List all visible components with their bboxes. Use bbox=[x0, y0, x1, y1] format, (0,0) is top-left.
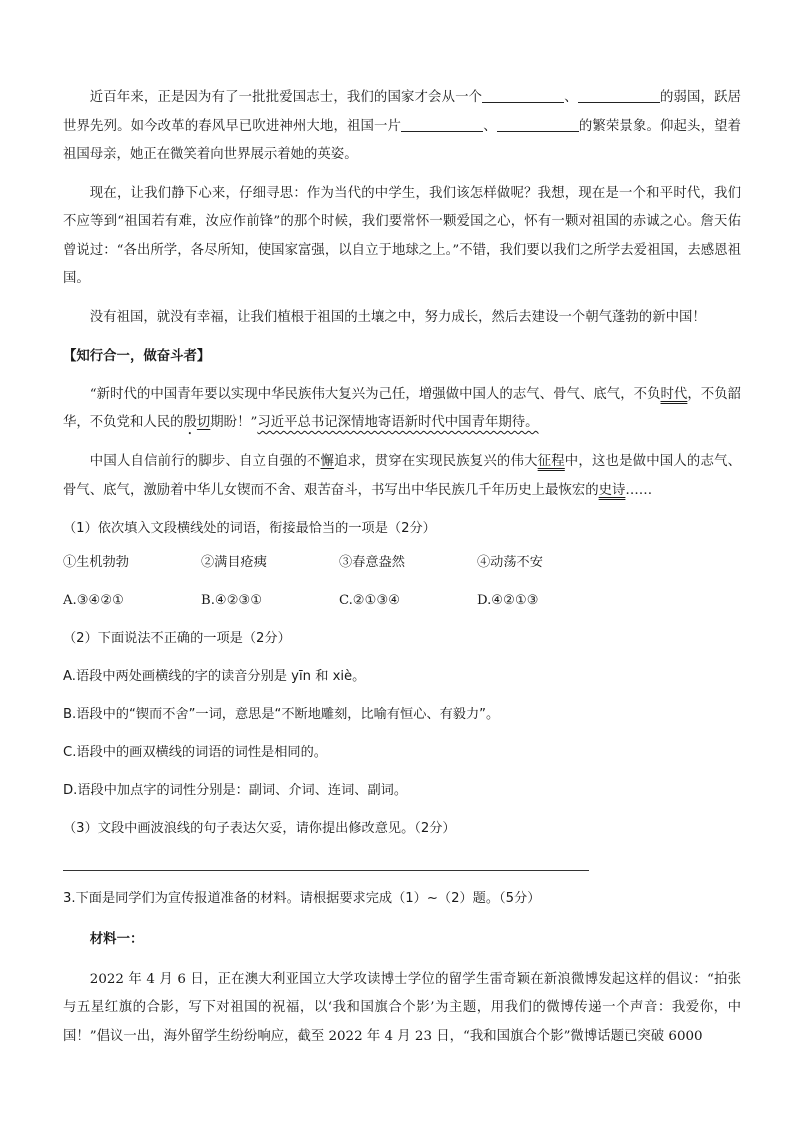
underlined-char: 切 bbox=[196, 415, 211, 430]
word-option: ②满目疮痍 bbox=[201, 555, 267, 570]
fill-blank-1[interactable] bbox=[482, 88, 564, 103]
choice-b[interactable]: B.④②③① bbox=[201, 593, 263, 608]
q1-word-list bbox=[63, 549, 741, 577]
q2-option-a[interactable]: A.语段中两处画横线的字的读音分别是 yīn 和 xiè。 bbox=[63, 669, 366, 684]
q2-option-c[interactable]: C.语段中的画双横线的词语的词性是相同的。 bbox=[63, 745, 327, 760]
document-page bbox=[63, 84, 741, 1051]
double-underlined-word: 史诗 bbox=[598, 482, 626, 498]
q2-option-d[interactable]: D.语段中加点字的词性分别是：副词、介词、连词、副词。 bbox=[63, 783, 408, 798]
q3-prompt: （3）文段中画波浪线的句子表达欠妥，请你提出修改意见。（2分） bbox=[63, 821, 456, 836]
q1-choices bbox=[63, 587, 741, 615]
q2-option-b[interactable]: B.语段中的“锲而不舍”一词，意思是“不断地雕刻，比喻有恒心、有毅力”。 bbox=[63, 707, 500, 722]
text: 、 bbox=[483, 118, 497, 134]
text: 的弱国，跃居世界先列。如今改革的春风早已吹进神州大地，祖国一片 bbox=[63, 90, 742, 134]
text: 追求，贯穿在实现民族复兴的伟大 bbox=[334, 454, 538, 469]
paragraph-1 bbox=[63, 84, 741, 170]
word-option: ①生机勃勃 bbox=[63, 555, 129, 570]
text: 中，这也是做中国人的志气、骨气、底气，激励着中华儿女锲而不舍、艰苦奋斗，书写出中华民族几千年历史上最恢宏的 bbox=[63, 454, 742, 498]
dotted-char: 殷 bbox=[183, 415, 197, 430]
double-underlined-word: 征程 bbox=[537, 454, 565, 469]
text: 中国人自信前行的脚步、自立自强的不 bbox=[89, 454, 321, 469]
q2-prompt: （2）下面说法不正确的一项是（2分） bbox=[63, 631, 291, 646]
word-option: ④动荡不安 bbox=[477, 555, 543, 570]
text: 期盼！” bbox=[210, 415, 258, 430]
quote-paragraph bbox=[63, 381, 741, 439]
fill-blank-4[interactable] bbox=[497, 117, 579, 132]
material-label: 材料一： bbox=[89, 931, 144, 947]
answer-line[interactable] bbox=[63, 869, 589, 871]
fill-blank-2[interactable] bbox=[578, 88, 660, 103]
q1-prompt: （1）依次填入文段横线处的词语，衔接最恰当的一项是（2分） bbox=[63, 521, 436, 536]
wavy-underlined-sentence: 习近平总书记深情地寄语新时代中国青年期待。 bbox=[257, 415, 539, 430]
material-text: 2022 年 4 月 6 日，正在澳大利亚国立大学攻读博士学位的留学生雷奇颖在新浪微博发起这样的倡议：“拍张与五星红旗的合影，写下对祖国的祝福，以‘我和国旗合个影’为主题，用我们的微博传递一个声音：我爱你，中国！”倡议一出，海外留学生纷纷响应，截至 2022 年 4 月 23 日，“我和国旗合个影”微博话题已突破 6000 bbox=[63, 971, 741, 1044]
text: 近百年来，正是因为有了一批批爱国志士，我们的国家才会从一个 bbox=[89, 90, 483, 105]
word-option: ③春意盎然 bbox=[339, 555, 405, 570]
choice-d[interactable]: D.④②①③ bbox=[477, 593, 539, 608]
text: 、 bbox=[564, 90, 578, 105]
paragraph-2: 现在，让我们静下心来，仔细寻思：作为当代的中学生，我们该怎样做呢？我想，现在是一个和平时代，我们不应等到“祖国若有难，汝应作前锋”的那个时候，我们要常怀一颗爱国之心，怀有一颗对祖国的赤诚之心。詹天佑曾说过：“各出所学，各尽所知，使国家富强，以自立于地球之上。”不错，我们要以我们之所学去爱祖国，去感恩祖国。 bbox=[63, 185, 741, 286]
text: 的繁荣景象。仰起头，望着祖国母亲，她正在微笑着向世界展示着她的英姿。 bbox=[63, 118, 742, 162]
paragraph-4 bbox=[63, 448, 741, 505]
section-heading: 【知行合一，做奋斗者】 bbox=[63, 348, 211, 364]
choice-c[interactable]: C.②①③④ bbox=[339, 593, 401, 608]
choice-a[interactable]: A.③④②① bbox=[63, 593, 125, 608]
paragraph-3: 没有祖国，就没有幸福，让我们植根于祖国的土壤之中，努力成长，然后去建设一个朝气蓬勃的新中国！ bbox=[89, 309, 706, 325]
fill-blank-3[interactable] bbox=[401, 117, 483, 132]
underlined-char: 懈 bbox=[320, 454, 335, 469]
question-3-prompt: 3.下面是同学们为宣传报道准备的材料。请根据要求完成（1）~（2）题。（5分） bbox=[63, 891, 541, 906]
text: ，不负韶华，不负党和人民的 bbox=[63, 386, 742, 430]
double-underlined-word: 时代 bbox=[660, 386, 688, 402]
text: …… bbox=[625, 482, 653, 498]
text: “新时代的中国青年要以实现中华民族伟大复兴为己任，增强做中国人的志气、骨气、底气，不负 bbox=[89, 386, 661, 402]
